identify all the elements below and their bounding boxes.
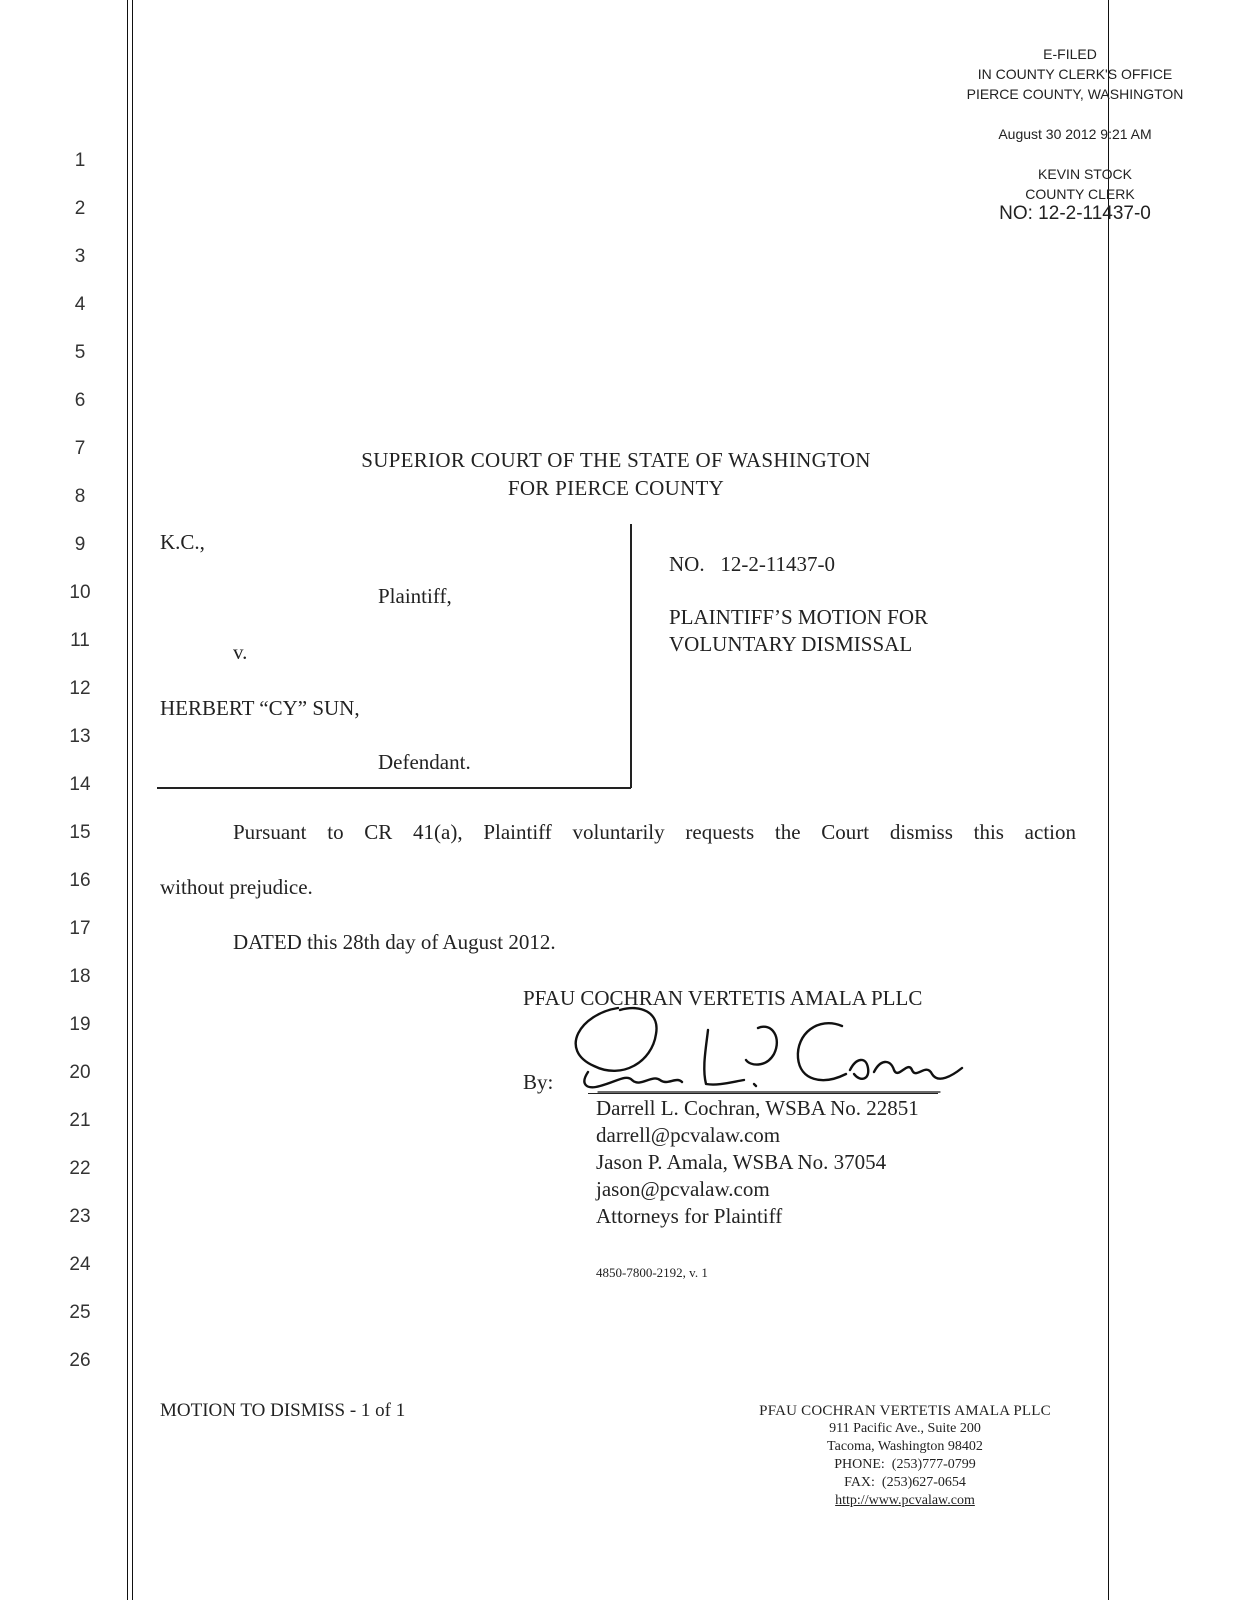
- line-number: 20: [69, 1062, 91, 1083]
- handwritten-signature-icon: [560, 1000, 980, 1100]
- document-id: 4850-7800-2192, v. 1: [596, 1265, 708, 1280]
- footer-page-label: MOTION TO DISMISS - 1 of 1: [160, 1400, 406, 1421]
- line-number: 21: [69, 1110, 91, 1131]
- plaintiff-name: K.C.,: [160, 530, 205, 554]
- court-name: SUPERIOR COURT OF THE STATE OF WASHINGTON: [361, 448, 871, 472]
- caption-case-number: NO. 12-2-11437-0: [669, 552, 836, 576]
- dated-line: DATED this 28th day of August 2012.: [233, 930, 556, 954]
- defendant-role: Defendant.: [378, 750, 471, 774]
- line-number: 17: [69, 918, 91, 939]
- footer-website-link[interactable]: http://www.pcvalaw.com: [835, 1493, 975, 1508]
- line-number: 11: [70, 630, 90, 651]
- line-number: 23: [69, 1206, 91, 1227]
- footer-firm: PFAU COCHRAN VERTETIS AMALA PLLC: [759, 1403, 1051, 1419]
- document-title-line1: PLAINTIFF’S MOTION FOR: [669, 605, 929, 629]
- footer-address2: Tacoma, Washington 98402: [827, 1439, 983, 1454]
- motion-paragraph-line1: Pursuant to CR 41(a), Plaintiff voluntarily requests the Court dismiss this action: [233, 820, 1076, 844]
- line-number: 1: [74, 150, 86, 171]
- line-number: 24: [69, 1254, 91, 1275]
- line-number: 15: [69, 822, 91, 843]
- plaintiff-role: Plaintiff,: [378, 584, 452, 608]
- motion-paragraph-line2: without prejudice.: [160, 875, 313, 899]
- attorneys-role: Attorneys for Plaintiff: [596, 1204, 783, 1228]
- stamp-datetime: August 30 2012 9:21 AM: [998, 126, 1152, 142]
- court-county: FOR PIERCE COUNTY: [507, 476, 725, 500]
- stamp-county: PIERCE COUNTY, WASHINGTON: [966, 86, 1184, 102]
- stamp-efiled: E-FILED: [1043, 46, 1097, 62]
- caption-divider-vertical: [630, 524, 632, 788]
- signature-firm: PFAU COCHRAN VERTETIS AMALA PLLC: [523, 986, 923, 1010]
- signature-line: [588, 1093, 938, 1094]
- signature-by-label: By:: [523, 1070, 554, 1094]
- line-number: 12: [69, 678, 91, 699]
- footer-fax: FAX: (253)627-0654: [844, 1475, 966, 1490]
- footer-address1: 911 Pacific Ave., Suite 200: [829, 1421, 981, 1436]
- line-number: 26: [69, 1350, 91, 1371]
- line-number: 9: [74, 534, 86, 555]
- right-margin-rule: [1108, 0, 1109, 1600]
- defendant-name: HERBERT “CY” SUN,: [160, 696, 360, 720]
- line-number: 19: [69, 1014, 91, 1035]
- line-number: 3: [74, 246, 86, 267]
- attorney1-email: darrell@pcvalaw.com: [596, 1123, 781, 1147]
- line-number: 14: [69, 774, 91, 795]
- line-number: 5: [74, 342, 86, 363]
- line-number: 6: [74, 390, 86, 411]
- line-number: 7: [74, 438, 86, 459]
- stamp-clerk-name: KEVIN STOCK: [1038, 166, 1132, 182]
- line-number: 2: [74, 198, 86, 219]
- attorney1-name: Darrell L. Cochran, WSBA No. 22851: [596, 1096, 919, 1120]
- line-number: 25: [69, 1302, 91, 1323]
- stamp-case-number: NO: 12-2-11437-0: [999, 203, 1151, 224]
- attorney2-name: Jason P. Amala, WSBA No. 37054: [596, 1150, 887, 1174]
- line-number: 22: [69, 1158, 91, 1179]
- attorney2-email: jason@pcvalaw.com: [596, 1177, 770, 1201]
- line-number: 13: [69, 726, 91, 747]
- left-margin-rule-inner: [132, 0, 133, 1600]
- line-number: 10: [69, 582, 91, 603]
- caption-divider-horizontal: [157, 787, 631, 789]
- line-number: 8: [74, 486, 86, 507]
- line-number: 4: [74, 294, 86, 315]
- line-number: 16: [69, 870, 91, 891]
- footer-firm-block: [740, 1402, 1070, 1510]
- left-margin-rule-outer: [127, 0, 128, 1600]
- stamp-clerk-title: COUNTY CLERK: [1025, 186, 1135, 202]
- line-number: 18: [69, 966, 91, 987]
- footer-phone: PHONE: (253)777-0799: [834, 1457, 976, 1472]
- document-title-line2: VOLUNTARY DISMISSAL: [669, 632, 913, 656]
- versus-label: v.: [233, 640, 248, 664]
- stamp-office: IN COUNTY CLERK'S OFFICE: [977, 66, 1173, 82]
